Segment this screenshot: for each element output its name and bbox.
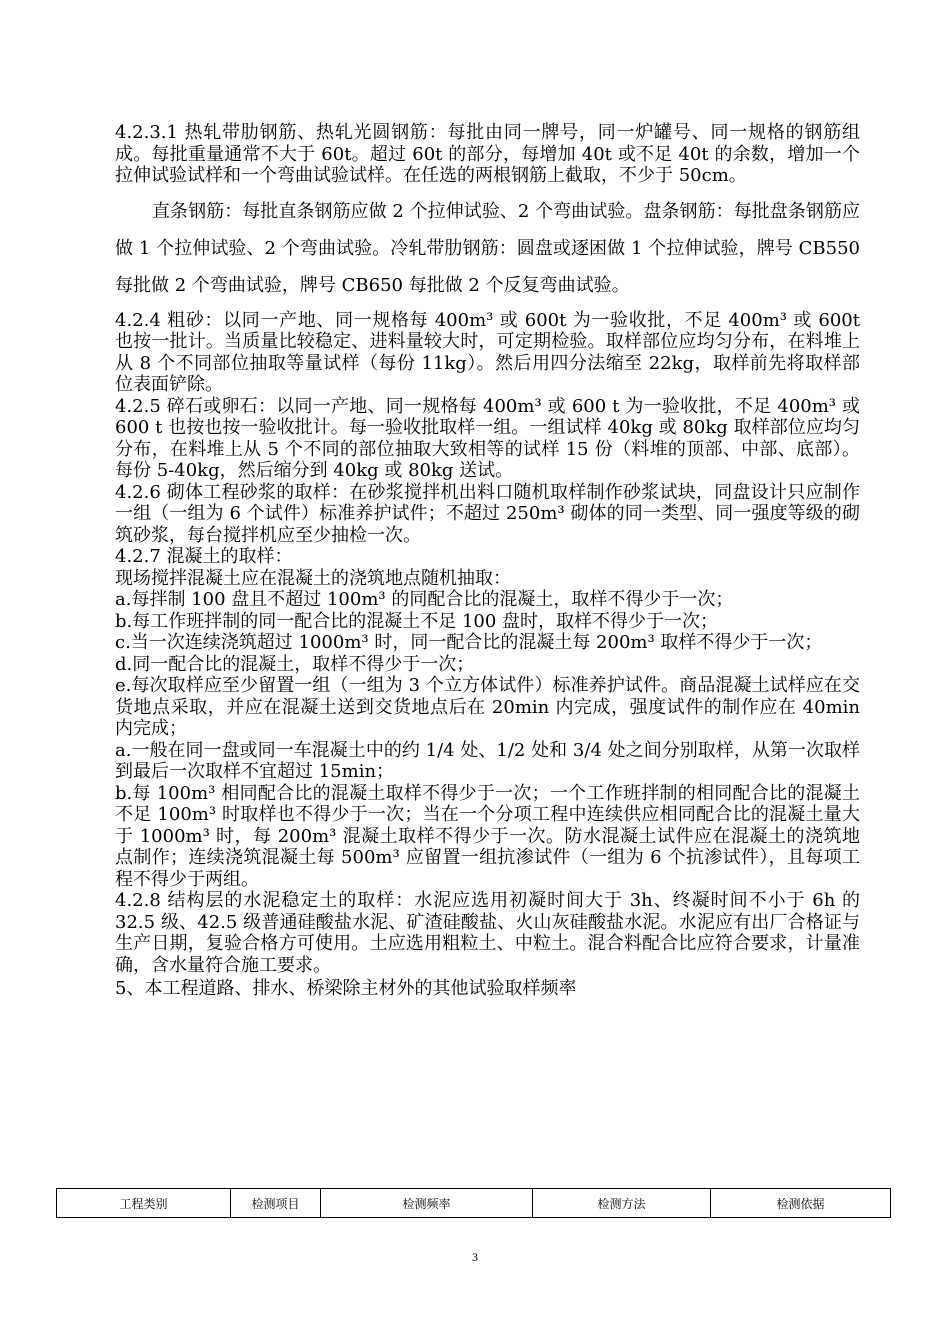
paragraph-4-2-7: 4.2.7 混凝土的取样： bbox=[115, 546, 293, 567]
page-number: 3 bbox=[472, 1250, 478, 1264]
paragraph-4-2-6: 4.2.6 砌体工程砂浆的取样：在砂浆搅拌机出料口随机取样制作砂浆试块，同盘设计只应制作一组（一组为 6 个试件）标准养护试件；不超过 250m³ 砌体的同一类型、同一强度等级的砌筑砂浆，每台搅拌机应至少抽检一次。 bbox=[115, 481, 860, 546]
list-item-c: c.当一次连续浇筑超过 1000m³ 时，同一配合比的混凝土每 200m³ 取样不得少于一次； bbox=[115, 632, 823, 653]
table-header-cell: 检测方法 bbox=[533, 1189, 711, 1218]
paragraph-4-2-5: 4.2.5 碎石或卵石：以同一产地、同一规格每 400m³ 或 600 t 为一验收批，不足 400m³ 或 600 t 也按也按一验收批计。每一验收批取样一组。一组试样 40kg 或 80kg 取样部位应均匀分布，在料堆上从 5 个不同的部位抽取大致相等的试样 15 份（料堆的顶部、中部、底部）。每份 5-40kg，然后缩分到 40kg 或 80kg 送试。 bbox=[115, 395, 860, 481]
list-item-d: d.同一配合比的混凝土，取样不得少于一次； bbox=[115, 653, 475, 675]
paragraph-4-2-8: 4.2.8 结构层的水泥稳定土的取样：水泥应选用初凝时间大于 3h、终凝时间不小于 6h 的 32.5 级、42.5 级普通硅酸盐水泥、矿渣硅酸盐、火山灰硅酸盐水泥。水泥应有出厂合格证与生产日期，复验合格方可使用。土应选用粗粒土、中粒土。混合料配合比应符合要求，计量准确，含水量符合施工要求。 bbox=[115, 890, 860, 976]
page-body bbox=[115, 122, 860, 1000]
section-5-heading: 5、本工程道路、排水、桥梁除主材外的其他试验取样频率 bbox=[115, 978, 577, 999]
paragraph-onsite-mixing: 现场搅拌混凝土应在混凝土的浇筑地点随机抽取： bbox=[115, 567, 511, 589]
list-item-b: b.每工作班拌制的同一配合比的混凝土不足 100 盘时，取样不得少于一次； bbox=[115, 610, 719, 632]
paragraph-rebar-tests: 直条钢筋：每批直条钢筋应做 2 个拉伸试验、2 个弯曲试验。盘条钢筋：每批盘条钢筋应做 1 个拉伸试验、2 个弯曲试验。冷轧带肋钢筋：圆盘或逐困做 1 个拉伸试验，牌号 CB550 每批做 2 个弯曲试验，牌号 CB650 每批做 2 个反复弯曲试验。 bbox=[115, 200, 860, 296]
paragraph-4-2-4: 4.2.4 粗砂：以同一产地、同一规格每 400m³ 或 600t 为一验收批，不足 400m³ 或 600t 也按一批计。当质量比较稳定、进料量较大时，可定期检验。取样部位应均匀分布，在料堆上从 8 个不同部位抽取等量试样（每份 11kg）。然后用四分法缩至 22kg，取样前先将取样部位表面铲除。 bbox=[115, 309, 860, 395]
test-frequency-table bbox=[56, 1188, 891, 1218]
list-item-a: a.每拌制 100 盘且不超过 100m³ 的同配合比的混凝土，取样不得少于一次； bbox=[115, 589, 734, 610]
list-item-a2: a.一般在同一盘或同一车混凝土中的约 1/4 处、1/2 处和 3/4 处之间分别取样，从第一次取样到最后一次取样不宜超过 15min； bbox=[115, 739, 860, 782]
table-header-cell: 检测项目 bbox=[231, 1189, 321, 1218]
paragraph-4-2-3-1: 4.2.3.1 热轧带肋钢筋、热轧光圆钢筋：每批由同一牌号，同一炉罐号、同一规格的钢筋组成。每批重量通常不大于 60t。超过 60t 的部分，每增加 40t 或不足 40t 的余数，增加一个拉伸试验试样和一个弯曲试验试样。在任选的两根钢筋上截取，不少于 50cm。 bbox=[115, 122, 860, 186]
table-header-cell: 工程类别 bbox=[57, 1189, 231, 1218]
table-header-cell: 检测频率 bbox=[321, 1189, 533, 1218]
list-item-e: e.每次取样应至少留置一组（一组为 3 个立方体试件）标准养护试件。商品混凝土试样应在交货地点采取，并应在混凝土送到交货地点后在 20min 内完成，强度试件的制作应在 40min 内完成； bbox=[115, 675, 860, 739]
list-item-b2: b.每 100m³ 相同配合比的混凝土取样不得少于一次；一个工作班拌制的相同配合比的混凝土不足 100m³ 时取样也不得少于一次；当在一个分项工程中连续供应相同配合比的混凝土量大于 1000m³ 时，每 200m³ 混凝土取样不得少于一次。防水混凝土试件应在混凝土的浇筑地点制作；连续浇筑混凝土每 500m³ 应留置一组抗渗试件（一组为 6 个抗渗试件），且每项工程不得少于两组。 bbox=[115, 782, 860, 890]
table-header-row bbox=[57, 1189, 891, 1218]
table-header-cell: 检测依据 bbox=[711, 1189, 891, 1218]
